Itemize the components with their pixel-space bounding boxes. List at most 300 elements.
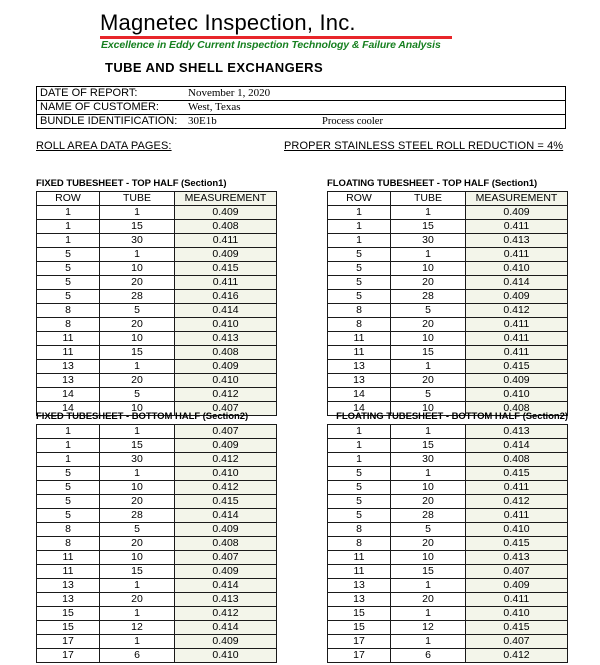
info-row-customer [37, 101, 566, 115]
cell-row: 8 [37, 523, 100, 537]
table-row [328, 523, 568, 537]
cell-row: 14 [328, 388, 391, 402]
section-fixed-tubesheet-top-half [36, 178, 277, 416]
cell-row: 5 [328, 276, 391, 290]
cell-tube: 1 [391, 248, 466, 262]
column-header-tube: TUBE [391, 192, 466, 206]
cell-row: 13 [328, 593, 391, 607]
table-row [328, 467, 568, 481]
cell-tube: 15 [100, 346, 175, 360]
cell-measurement: 0.410 [466, 523, 568, 537]
cell-measurement: 0.407 [466, 565, 568, 579]
table-row [328, 495, 568, 509]
cell-tube: 10 [391, 332, 466, 346]
cell-measurement: 0.409 [466, 206, 568, 220]
cell-tube: 1 [100, 425, 175, 439]
table-row [37, 332, 277, 346]
table-row [328, 206, 568, 220]
cell-measurement: 0.410 [466, 262, 568, 276]
cell-tube: 10 [100, 551, 175, 565]
cell-measurement: 0.409 [175, 635, 277, 649]
table-row [328, 579, 568, 593]
cell-row: 11 [37, 551, 100, 565]
info-label-name-of-customer: NAME OF CUSTOMER: [37, 101, 183, 115]
cell-row: 11 [328, 551, 391, 565]
table-row [37, 439, 277, 453]
cell-row: 15 [37, 621, 100, 635]
cell-row: 1 [328, 220, 391, 234]
cell-tube: 6 [391, 649, 466, 663]
cell-measurement: 0.413 [175, 332, 277, 346]
cell-row: 17 [328, 649, 391, 663]
table-row [328, 439, 568, 453]
cell-measurement: 0.412 [175, 481, 277, 495]
cell-measurement: 0.414 [175, 579, 277, 593]
cell-tube: 20 [391, 276, 466, 290]
cell-row: 15 [328, 621, 391, 635]
cell-row: 5 [37, 262, 100, 276]
table-row [328, 360, 568, 374]
column-header-row: ROW [37, 192, 100, 206]
cell-measurement: 0.411 [466, 593, 568, 607]
cell-measurement: 0.415 [175, 495, 277, 509]
cell-tube: 20 [391, 537, 466, 551]
cell-row: 5 [37, 481, 100, 495]
cell-tube: 10 [100, 402, 175, 416]
cell-measurement: 0.407 [175, 425, 277, 439]
cell-measurement: 0.409 [175, 206, 277, 220]
cell-tube: 12 [100, 621, 175, 635]
document-title: TUBE AND SHELL EXCHANGERS [105, 60, 324, 75]
cell-row: 5 [37, 290, 100, 304]
cell-measurement: 0.414 [175, 621, 277, 635]
cell-tube: 15 [391, 346, 466, 360]
info-label-bundle-identification: BUNDLE IDENTIFICATION: [37, 115, 183, 129]
cell-row: 8 [328, 537, 391, 551]
cell-measurement: 0.407 [466, 635, 568, 649]
table-body [328, 206, 568, 416]
column-header-measurement: MEASUREMENT [175, 192, 277, 206]
cell-tube: 10 [100, 481, 175, 495]
cell-row: 15 [328, 607, 391, 621]
cell-tube: 10 [100, 332, 175, 346]
cell-row: 5 [328, 481, 391, 495]
cell-measurement: 0.412 [175, 388, 277, 402]
table-floating-tubesheet-bottom-half [327, 424, 568, 663]
table-row [328, 220, 568, 234]
cell-tube: 30 [100, 453, 175, 467]
cell-measurement: 0.411 [175, 234, 277, 248]
cell-row: 11 [328, 332, 391, 346]
info-value-bundle-text: 30E1b [188, 115, 217, 127]
cell-row: 11 [37, 332, 100, 346]
column-header-measurement: MEASUREMENT [466, 192, 568, 206]
table-row [328, 481, 568, 495]
table-title-fixed-bottom: FIXED TUBESHEET - BOTTOM HALF (Section2) [36, 411, 249, 422]
table-row [37, 621, 277, 635]
cell-tube: 20 [391, 318, 466, 332]
cell-row: 11 [328, 346, 391, 360]
column-header-row: ROW [328, 192, 391, 206]
company-tagline: Excellence in Eddy Current Inspection Technology & Failure Analysis [101, 39, 441, 51]
table-row [37, 607, 277, 621]
cell-row: 8 [328, 318, 391, 332]
cell-tube: 28 [100, 290, 175, 304]
cell-measurement: 0.411 [466, 248, 568, 262]
table-row [328, 425, 568, 439]
roll-area-data-pages-label: ROLL AREA DATA PAGES: [36, 140, 172, 152]
cell-measurement: 0.407 [175, 551, 277, 565]
table-row [328, 565, 568, 579]
cell-measurement: 0.415 [466, 467, 568, 481]
cell-tube: 6 [100, 649, 175, 663]
cell-tube: 15 [100, 220, 175, 234]
table-fixed-tubesheet-bottom-half [36, 424, 277, 663]
cell-tube: 1 [391, 607, 466, 621]
cell-tube: 10 [391, 481, 466, 495]
cell-measurement: 0.410 [466, 388, 568, 402]
cell-row: 17 [328, 635, 391, 649]
cell-row: 8 [37, 304, 100, 318]
cell-row: 13 [328, 360, 391, 374]
table-row [37, 635, 277, 649]
table-head [37, 192, 277, 206]
table-row [328, 551, 568, 565]
table-row [328, 388, 568, 402]
cell-row: 14 [328, 402, 391, 416]
table-floating-tubesheet-top-half [327, 191, 568, 416]
cell-measurement: 0.414 [466, 276, 568, 290]
table-row [37, 649, 277, 663]
info-value-date-of-report [182, 87, 566, 101]
cell-measurement: 0.408 [175, 220, 277, 234]
cell-measurement: 0.409 [175, 439, 277, 453]
table-row [37, 593, 277, 607]
cell-measurement: 0.408 [175, 537, 277, 551]
cell-measurement: 0.410 [175, 318, 277, 332]
table-row [328, 593, 568, 607]
table-row [37, 509, 277, 523]
cell-measurement: 0.412 [466, 649, 568, 663]
cell-tube: 1 [391, 425, 466, 439]
table-row [37, 206, 277, 220]
table-row [328, 607, 568, 621]
cell-measurement: 0.411 [466, 220, 568, 234]
cell-measurement: 0.413 [175, 593, 277, 607]
cell-row: 1 [37, 206, 100, 220]
table-row [37, 360, 277, 374]
cell-tube: 20 [100, 318, 175, 332]
cell-measurement: 0.411 [466, 346, 568, 360]
cell-row: 1 [37, 220, 100, 234]
company-name: Magnetec Inspection, Inc. [100, 10, 356, 35]
table-row [37, 495, 277, 509]
table-row [37, 425, 277, 439]
cell-row: 5 [328, 248, 391, 262]
cell-tube: 28 [391, 290, 466, 304]
table-title-floating-top: FLOATING TUBESHEET - TOP HALF (Section1) [327, 178, 538, 189]
column-header-tube: TUBE [100, 192, 175, 206]
cell-row: 1 [328, 425, 391, 439]
cell-tube: 15 [100, 439, 175, 453]
table-row [328, 621, 568, 635]
cell-measurement: 0.415 [175, 262, 277, 276]
info-row-bundle [37, 115, 566, 129]
table-row [37, 276, 277, 290]
cell-row: 1 [328, 206, 391, 220]
cell-tube: 30 [391, 453, 466, 467]
table-row [328, 374, 568, 388]
table-row [328, 318, 568, 332]
cell-measurement: 0.407 [175, 402, 277, 416]
cell-measurement: 0.409 [175, 360, 277, 374]
cell-measurement: 0.415 [466, 537, 568, 551]
cell-measurement: 0.414 [466, 439, 568, 453]
cell-tube: 1 [100, 248, 175, 262]
table-title-floating-bottom: FLOATING TUBESHEET - BOTTOM HALF (Section2) [336, 411, 568, 422]
cell-row: 1 [37, 234, 100, 248]
table-row [37, 467, 277, 481]
section-fixed-tubesheet-bottom-half [36, 411, 277, 663]
cell-measurement: 0.411 [466, 509, 568, 523]
table-row [37, 537, 277, 551]
cell-measurement: 0.415 [466, 621, 568, 635]
table-row [328, 453, 568, 467]
cell-tube: 28 [100, 509, 175, 523]
cell-measurement: 0.412 [466, 495, 568, 509]
cell-tube: 5 [100, 523, 175, 537]
cell-row: 1 [328, 453, 391, 467]
cell-tube: 15 [391, 439, 466, 453]
table-body [328, 425, 568, 663]
table-fixed-tubesheet-top-half [36, 191, 277, 416]
cell-row: 11 [37, 346, 100, 360]
table-row [328, 635, 568, 649]
cell-measurement: 0.408 [175, 346, 277, 360]
cell-row: 8 [37, 537, 100, 551]
section-floating-tubesheet-bottom-half [327, 411, 568, 663]
table-row [37, 388, 277, 402]
cell-tube: 1 [391, 579, 466, 593]
cell-measurement: 0.408 [466, 402, 568, 416]
table-row [328, 276, 568, 290]
cell-tube: 5 [391, 523, 466, 537]
cell-tube: 5 [100, 388, 175, 402]
cell-measurement: 0.409 [175, 565, 277, 579]
table-row [37, 290, 277, 304]
cell-measurement: 0.412 [175, 607, 277, 621]
table-row [328, 262, 568, 276]
cell-tube: 20 [100, 276, 175, 290]
cell-row: 5 [328, 509, 391, 523]
cell-tube: 10 [391, 551, 466, 565]
table-row [37, 220, 277, 234]
cell-row: 5 [328, 495, 391, 509]
cell-row: 11 [328, 565, 391, 579]
table-row [37, 551, 277, 565]
table-row [328, 509, 568, 523]
cell-row: 5 [37, 467, 100, 481]
cell-tube: 20 [100, 593, 175, 607]
cell-measurement: 0.411 [466, 481, 568, 495]
cell-tube: 5 [100, 304, 175, 318]
cell-measurement: 0.411 [466, 332, 568, 346]
table-row [37, 262, 277, 276]
cell-row: 5 [328, 262, 391, 276]
section-floating-tubesheet-top-half [327, 178, 568, 416]
cell-tube: 1 [391, 467, 466, 481]
cell-tube: 5 [391, 304, 466, 318]
cell-measurement: 0.410 [175, 649, 277, 663]
cell-measurement: 0.413 [466, 234, 568, 248]
cell-tube: 20 [100, 495, 175, 509]
cell-tube: 30 [391, 234, 466, 248]
cell-tube: 30 [100, 234, 175, 248]
table-row [37, 481, 277, 495]
table-row [37, 565, 277, 579]
cell-row: 11 [37, 565, 100, 579]
cell-row: 13 [37, 360, 100, 374]
cell-row: 1 [328, 439, 391, 453]
cell-tube: 15 [391, 220, 466, 234]
table-row [328, 346, 568, 360]
cell-measurement: 0.412 [466, 304, 568, 318]
cell-measurement: 0.413 [466, 425, 568, 439]
cell-tube: 20 [391, 593, 466, 607]
cell-measurement: 0.409 [466, 374, 568, 388]
table-row [328, 248, 568, 262]
table-row [37, 304, 277, 318]
cell-tube: 1 [100, 607, 175, 621]
info-value-bundle-description: Process cooler [322, 116, 383, 127]
cell-tube: 20 [391, 374, 466, 388]
table-row [37, 248, 277, 262]
table-row [37, 453, 277, 467]
cell-tube: 1 [391, 635, 466, 649]
cell-tube: 15 [100, 565, 175, 579]
cell-measurement: 0.409 [466, 579, 568, 593]
table-body [37, 425, 277, 663]
cell-row: 5 [328, 467, 391, 481]
cell-tube: 10 [391, 262, 466, 276]
table-row [328, 304, 568, 318]
table-row [328, 234, 568, 248]
info-value-name-of-customer [182, 101, 566, 115]
table-row [37, 579, 277, 593]
cell-row: 13 [37, 579, 100, 593]
cell-tube: 5 [391, 388, 466, 402]
cell-tube: 12 [391, 621, 466, 635]
cell-tube: 1 [100, 579, 175, 593]
cell-tube: 1 [100, 206, 175, 220]
cell-measurement: 0.410 [175, 374, 277, 388]
cell-tube: 1 [100, 467, 175, 481]
report-info-body [37, 87, 566, 129]
table-head [328, 192, 568, 206]
info-value-date-text: November 1, 2020 [188, 87, 271, 99]
cell-measurement: 0.412 [175, 453, 277, 467]
cell-measurement: 0.414 [175, 304, 277, 318]
cell-row: 5 [37, 495, 100, 509]
cell-row: 17 [37, 649, 100, 663]
cell-measurement: 0.414 [175, 509, 277, 523]
cell-row: 5 [37, 509, 100, 523]
cell-measurement: 0.411 [175, 276, 277, 290]
cell-row: 14 [37, 402, 100, 416]
cell-tube: 10 [100, 262, 175, 276]
cell-measurement: 0.409 [466, 290, 568, 304]
cell-row: 1 [328, 234, 391, 248]
cell-row: 13 [37, 593, 100, 607]
cell-measurement: 0.409 [175, 523, 277, 537]
cell-row: 15 [37, 607, 100, 621]
table-title-fixed-top: FIXED TUBESHEET - TOP HALF (Section1) [36, 178, 227, 189]
cell-measurement: 0.416 [175, 290, 277, 304]
cell-tube: 20 [100, 374, 175, 388]
cell-row: 5 [328, 290, 391, 304]
cell-row: 17 [37, 635, 100, 649]
info-row-date [37, 87, 566, 101]
cell-row: 5 [37, 276, 100, 290]
table-row [328, 537, 568, 551]
table-row [37, 374, 277, 388]
cell-tube: 1 [100, 635, 175, 649]
table-body [37, 206, 277, 416]
table-header-row [37, 192, 277, 206]
cell-row: 8 [328, 523, 391, 537]
table-row [328, 332, 568, 346]
cell-measurement: 0.411 [466, 318, 568, 332]
cell-row: 1 [37, 453, 100, 467]
cell-tube: 1 [391, 360, 466, 374]
cell-measurement: 0.410 [466, 607, 568, 621]
cell-measurement: 0.410 [175, 467, 277, 481]
table-row [37, 318, 277, 332]
cell-row: 1 [37, 439, 100, 453]
info-value-customer-text: West, Texas [188, 101, 241, 113]
info-label-date-of-report: DATE OF REPORT: [37, 87, 183, 101]
cell-tube: 28 [391, 509, 466, 523]
report-info-table [36, 86, 566, 129]
cell-row: 1 [37, 425, 100, 439]
table-row [37, 523, 277, 537]
cell-row: 8 [37, 318, 100, 332]
cell-row: 13 [328, 374, 391, 388]
table-row [37, 346, 277, 360]
table-row [37, 234, 277, 248]
cell-tube: 15 [391, 565, 466, 579]
cell-tube: 1 [391, 206, 466, 220]
table-row [328, 290, 568, 304]
table-header-row [328, 192, 568, 206]
info-value-bundle-identification [182, 115, 566, 129]
cell-measurement: 0.413 [466, 551, 568, 565]
cell-row: 13 [37, 374, 100, 388]
cell-row: 8 [328, 304, 391, 318]
cell-measurement: 0.409 [175, 248, 277, 262]
cell-tube: 20 [391, 495, 466, 509]
roll-reduction-label: PROPER STAINLESS STEEL ROLL REDUCTION = 4% [284, 140, 564, 152]
cell-measurement: 0.415 [466, 360, 568, 374]
cell-row: 14 [37, 388, 100, 402]
cell-tube: 20 [100, 537, 175, 551]
cell-tube: 1 [100, 360, 175, 374]
table-row [328, 649, 568, 663]
cell-measurement: 0.408 [466, 453, 568, 467]
cell-tube: 10 [391, 402, 466, 416]
cell-row: 5 [37, 248, 100, 262]
cell-row: 13 [328, 579, 391, 593]
